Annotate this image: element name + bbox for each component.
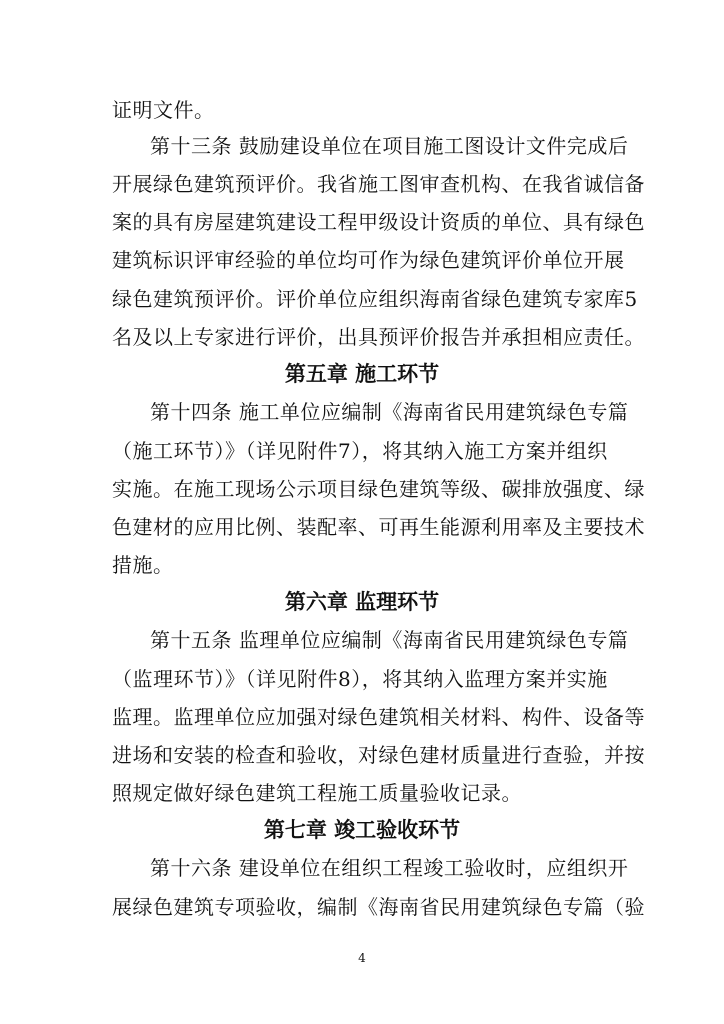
paragraph-line: 展绿色建筑专项验收，编制《海南省民用建筑绿色专篇（验 xyxy=(112,895,645,919)
paragraph-line: 实施。在施工现场公示项目绿色建筑等级、碳排放强度、绿 xyxy=(112,477,645,501)
paragraph-line: （施工环节）》（详见附件7），将其纳入施工方案并组织 xyxy=(112,439,608,463)
paragraph-line: 开展绿色建筑预评价。我省施工图审查机构、在我省诚信备 xyxy=(112,172,645,196)
paragraph-line: 进场和安装的检查和验收，对绿色建材质量进行查验，并按 xyxy=(112,743,645,767)
chapter-heading: 第六章 监理环节 xyxy=(284,590,440,614)
paragraph-line: 证明文件。 xyxy=(112,98,215,122)
article-13-line: 第十三条 鼓励建设单位在项目施工图设计文件完成后 xyxy=(150,134,629,158)
paragraph-line: 监理。监理单位应加强对绿色建筑相关材料、构件、设备等 xyxy=(112,705,645,729)
chapter-heading: 第七章 竣工验收环节 xyxy=(263,818,461,842)
paragraph-line: （监理环节）》（详见附件8），将其纳入监理方案并实施 xyxy=(112,667,608,691)
paragraph-line: 建筑标识评审经验的单位均可作为绿色建筑评价单位开展 xyxy=(112,248,625,272)
chapter-heading: 第五章 施工环节 xyxy=(284,362,440,386)
paragraph-line: 色建材的应用比例、装配率、可再生能源利用率及主要技术 xyxy=(112,515,645,539)
article-14-line: 第十四条 施工单位应编制《海南省民用建筑绿色专篇 xyxy=(150,400,629,424)
paragraph-line: 绿色建筑预评价。评价单位应组织海南省绿色建筑专家库5 xyxy=(112,287,638,311)
paragraph-line: 措施。 xyxy=(112,553,174,577)
paragraph-line: 照规定做好绿色建筑工程施工质量验收记录。 xyxy=(112,781,522,805)
paragraph-line: 名及以上专家进行评价，出具预评价报告并承担相应责任。 xyxy=(112,325,645,349)
article-15-line: 第十五条 监理单位应编制《海南省民用建筑绿色专篇 xyxy=(150,628,629,652)
article-16-line: 第十六条 建设单位在组织工程竣工验收时，应组织开 xyxy=(150,856,629,880)
page-number: 4 xyxy=(358,951,366,965)
paragraph-line: 案的具有房屋建筑建设工程甲级设计资质的单位、具有绿色 xyxy=(112,210,645,234)
